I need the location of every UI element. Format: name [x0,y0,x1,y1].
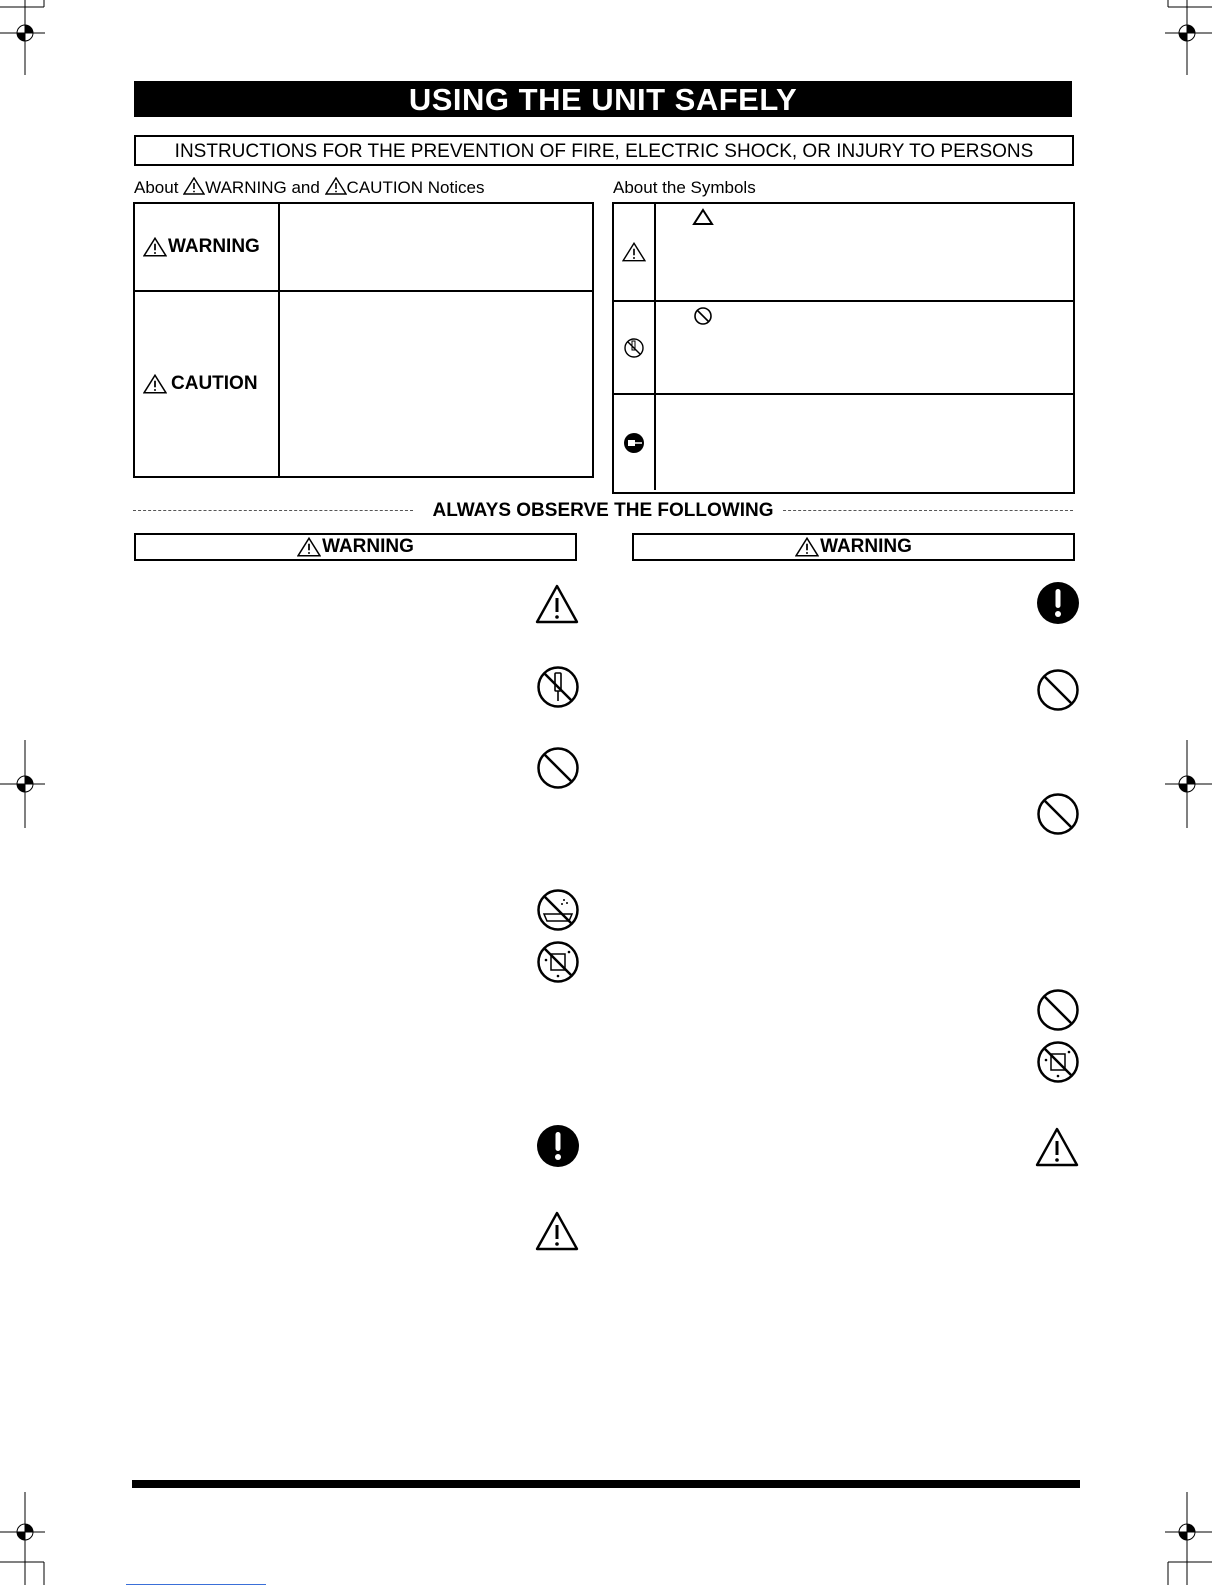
prohibited-icon [1036,988,1080,1032]
unplug-icon [623,432,645,454]
warning-triangle-icon [1034,1126,1080,1168]
symbol-row-unplug [614,395,1073,490]
warning-triangle-icon [534,1210,580,1252]
warning-triangle-icon [534,583,580,625]
notices-heading-notices: Notices [427,178,485,197]
instructions-banner: INSTRUCTIONS FOR THE PREVENTION OF FIRE, ELECTRIC SHOCK, OR INJURY TO PERSONS [134,135,1074,166]
notice-row-warning [135,204,592,292]
mandatory-icon [536,1124,580,1168]
notices-heading-and: and [291,178,320,197]
no-bath-icon [536,888,580,932]
always-observe-divider [133,498,1073,524]
symbol-row-triangle [614,204,1073,302]
left-column-header-label: WARNING [322,536,414,557]
warning-triangle-icon [183,177,205,195]
warning-triangle-icon [795,537,819,557]
triangle-outline-icon [692,208,714,226]
no-disassemble-icon [536,665,580,709]
warning-triangle-icon [143,374,167,394]
notices-heading-warning: WARNING [205,178,287,197]
symbols-heading: About the Symbols [613,178,756,197]
prohibited-icon [1036,792,1080,836]
right-column-header [632,533,1075,561]
notice-row-caution [135,292,592,476]
always-observe-text: ALWAYS OBSERVE THE FOLLOWING [423,500,784,521]
right-column-header-label: WARNING [820,536,912,557]
warning-triangle-icon [325,177,347,195]
warning-triangle-icon [622,242,646,262]
left-column-header [134,533,577,561]
notice-label-caution: CAUTION [171,373,258,394]
symbol-row-prohibited [614,302,1073,395]
bottom-rule [132,1480,1080,1488]
warning-triangle-icon [297,537,321,557]
symbols-table [612,202,1075,494]
no-disassemble-icon [623,337,645,359]
mandatory-icon [1036,581,1080,625]
prohibited-icon [536,746,580,790]
notices-heading-about: About [134,178,179,197]
prohibited-icon [693,306,713,326]
no-wet-icon [1036,1040,1080,1084]
prohibited-icon [1036,668,1080,712]
notices-heading [134,177,484,198]
notice-label-warning: WARNING [168,236,260,257]
notices-heading-caution: CAUTION [346,178,424,197]
no-wet-icon [536,940,580,984]
page-title: USING THE UNIT SAFELY [134,81,1072,117]
notices-table [133,202,594,478]
warning-triangle-icon [143,237,167,257]
